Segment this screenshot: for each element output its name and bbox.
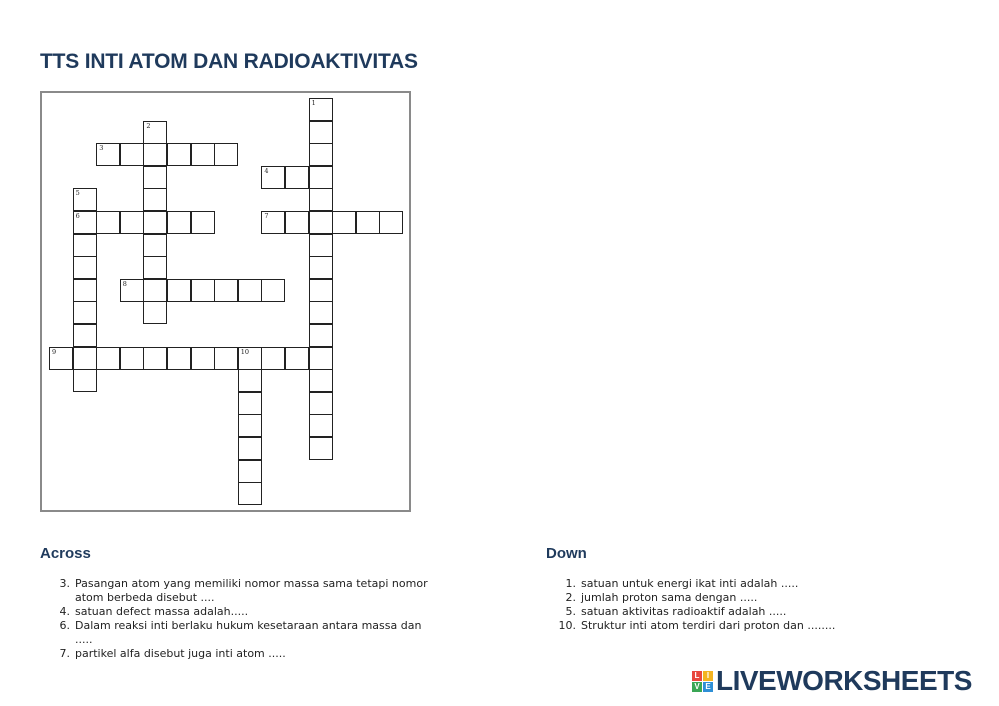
crossword-cell[interactable] xyxy=(238,460,262,483)
down-clue-list xyxy=(546,577,966,633)
crossword-cell[interactable] xyxy=(238,279,262,302)
crossword-cell[interactable] xyxy=(96,347,120,370)
crossword-cell[interactable] xyxy=(143,256,167,279)
crossword-cell[interactable] xyxy=(309,98,333,121)
crossword-cell[interactable] xyxy=(238,414,262,437)
cell-number: 8 xyxy=(122,279,127,288)
down-clue xyxy=(546,591,966,605)
logo-mark-letter: L xyxy=(692,671,702,681)
clue-text: Struktur inti atom terdiri dari proton dan ........ xyxy=(581,619,836,632)
crossword-cell[interactable] xyxy=(309,369,333,392)
crossword-cell[interactable] xyxy=(96,211,120,234)
crossword-cell[interactable] xyxy=(167,347,191,370)
crossword-cell[interactable] xyxy=(309,188,333,211)
crossword-cell[interactable] xyxy=(309,301,333,324)
crossword-cell[interactable] xyxy=(356,211,380,234)
logo-mark-icon xyxy=(692,671,713,692)
crossword-cell[interactable] xyxy=(238,369,262,392)
crossword-cell[interactable] xyxy=(143,143,167,166)
crossword-cell[interactable] xyxy=(191,279,215,302)
crossword-cell[interactable] xyxy=(143,166,167,189)
clue-number: 4. xyxy=(59,605,70,618)
crossword-cell[interactable] xyxy=(120,143,144,166)
crossword-cell[interactable] xyxy=(285,211,309,234)
crossword-cell[interactable] xyxy=(309,347,333,370)
crossword-cell[interactable] xyxy=(167,279,191,302)
across-heading: Across xyxy=(40,545,91,562)
crossword-cell[interactable] xyxy=(120,279,144,302)
crossword-cell[interactable] xyxy=(73,234,97,257)
crossword-cell[interactable] xyxy=(261,279,285,302)
across-clue xyxy=(40,577,490,605)
crossword-cell[interactable] xyxy=(285,347,309,370)
cell-number: 1 xyxy=(311,99,316,107)
crossword-cell[interactable] xyxy=(309,256,333,279)
clue-text: partikel alfa disebut juga inti atom ..... xyxy=(75,647,286,660)
liveworksheets-logo xyxy=(692,666,972,696)
crossword-cell[interactable] xyxy=(143,121,167,144)
clue-text: jumlah proton sama dengan ..... xyxy=(581,591,758,604)
crossword-cell[interactable] xyxy=(214,347,238,370)
crossword-cell[interactable] xyxy=(309,121,333,144)
clue-text: satuan defect massa adalah..... xyxy=(75,605,249,618)
crossword-cell[interactable] xyxy=(143,234,167,257)
cell-number: 7 xyxy=(264,212,269,220)
crossword-cell[interactable] xyxy=(143,188,167,211)
crossword-cell[interactable] xyxy=(238,482,262,505)
cell-number: 5 xyxy=(75,189,80,198)
crossword-cell[interactable] xyxy=(309,166,333,189)
crossword-cell[interactable] xyxy=(214,279,238,302)
crossword-cell[interactable] xyxy=(285,166,309,189)
crossword-cell[interactable] xyxy=(261,347,285,370)
cell-number: 4 xyxy=(264,166,269,175)
logo-mark-letter: E xyxy=(703,682,713,692)
logo-mark-letter: V xyxy=(692,682,702,692)
crossword-grid xyxy=(40,91,411,512)
crossword-cell[interactable] xyxy=(191,143,215,166)
across-clue xyxy=(40,619,490,647)
crossword-cell[interactable] xyxy=(309,279,333,302)
cell-number: 2 xyxy=(146,121,151,130)
crossword-cell[interactable] xyxy=(143,301,167,324)
cell-number: 10 xyxy=(240,347,250,356)
crossword-cell[interactable] xyxy=(143,279,167,302)
down-heading: Down xyxy=(546,545,587,562)
across-clue xyxy=(40,647,490,661)
crossword-cell[interactable] xyxy=(73,279,97,302)
crossword-cell[interactable] xyxy=(120,347,144,370)
cell-number: 3 xyxy=(99,144,104,153)
clue-number: 1. xyxy=(565,577,576,590)
clue-text: satuan aktivitas radioaktif adalah ..... xyxy=(581,605,787,618)
clue-text: Dalam reaksi inti berlaku hukum kesetaraan antara massa dan xyxy=(75,619,422,632)
crossword-cell[interactable] xyxy=(309,211,333,234)
cell-number: 9 xyxy=(52,347,57,356)
crossword-cell[interactable] xyxy=(191,347,215,370)
crossword-cell[interactable] xyxy=(309,234,333,257)
clue-number: 7. xyxy=(59,647,70,660)
crossword-cell[interactable] xyxy=(309,414,333,437)
clue-number: 5. xyxy=(565,605,576,618)
clue-number: 6. xyxy=(59,619,70,632)
crossword-cell[interactable] xyxy=(73,256,97,279)
crossword-cell[interactable] xyxy=(332,211,356,234)
crossword-cell[interactable] xyxy=(143,211,167,234)
logo-mark-letter: I xyxy=(703,671,713,681)
cell-number: 6 xyxy=(75,212,80,220)
down-clue xyxy=(546,577,966,591)
crossword-cell[interactable] xyxy=(238,347,262,370)
crossword-cell[interactable] xyxy=(73,301,97,324)
crossword-cell[interactable] xyxy=(167,143,191,166)
crossword-cell[interactable] xyxy=(309,143,333,166)
crossword-cell[interactable] xyxy=(261,166,285,189)
clue-text: satuan untuk energi ikat inti adalah ..... xyxy=(581,577,799,590)
down-clue xyxy=(546,619,966,633)
crossword-cell[interactable] xyxy=(96,143,120,166)
crossword-cell[interactable] xyxy=(214,143,238,166)
crossword-cell[interactable] xyxy=(73,347,97,370)
crossword-cell[interactable] xyxy=(167,211,191,234)
clue-text-continued: atom berbeda disebut .... xyxy=(75,591,215,604)
across-clue-list xyxy=(40,577,490,661)
crossword-cell[interactable] xyxy=(309,392,333,415)
clue-text-continued: ..... xyxy=(75,633,93,646)
clue-number: 3. xyxy=(59,577,70,590)
crossword-cell[interactable] xyxy=(73,369,97,392)
crossword-cell[interactable] xyxy=(143,347,167,370)
crossword-cell[interactable] xyxy=(191,211,215,234)
crossword-cell[interactable] xyxy=(379,211,403,234)
across-clue xyxy=(40,605,490,619)
crossword-cell[interactable] xyxy=(73,211,97,234)
crossword-cell[interactable] xyxy=(49,347,73,370)
clue-number: 10. xyxy=(558,619,576,632)
crossword-cell[interactable] xyxy=(120,211,144,234)
down-clue xyxy=(546,605,966,619)
crossword-cell[interactable] xyxy=(73,324,97,347)
page-title: TTS INTI ATOM DAN RADIOAKTIVITAS xyxy=(40,50,418,73)
crossword-cell[interactable] xyxy=(309,324,333,347)
crossword-cell[interactable] xyxy=(261,211,285,234)
crossword-cell[interactable] xyxy=(238,437,262,460)
crossword-cell[interactable] xyxy=(309,437,333,460)
clue-number: 2. xyxy=(565,591,576,604)
crossword-cell[interactable] xyxy=(238,392,262,415)
crossword-cell[interactable] xyxy=(73,188,97,211)
logo-text: LIVEWORKSHEETS xyxy=(716,665,972,696)
clue-text: Pasangan atom yang memiliki nomor massa sama tetapi nomor xyxy=(75,577,428,590)
